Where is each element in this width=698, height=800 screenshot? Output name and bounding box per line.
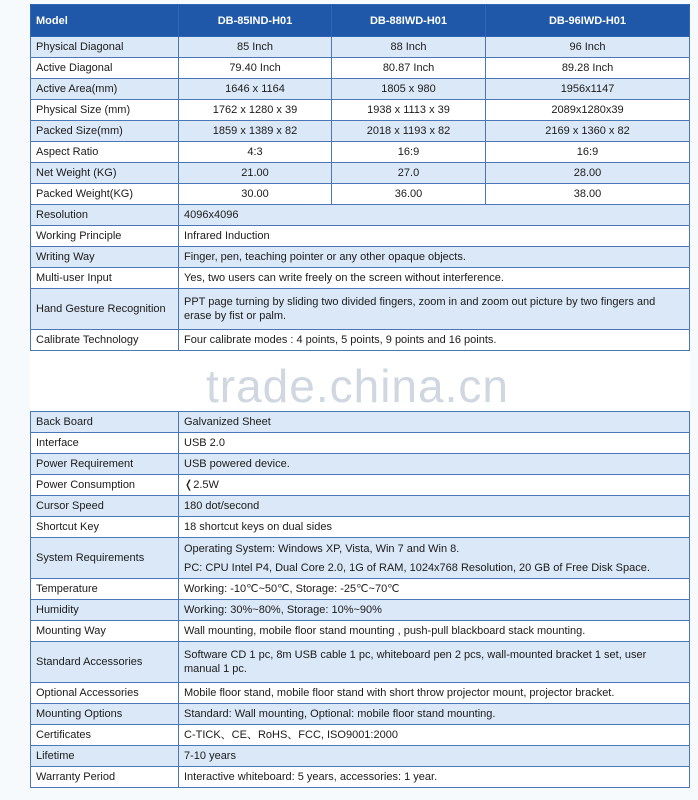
row-label: Shortcut Key [31,517,179,538]
row-value-model-2: 2018 x 1193 x 82 [332,121,486,142]
common-row [31,746,690,767]
row-label: Mounting Way [31,621,179,642]
row-value: 180 dot/second [179,496,690,517]
row-value: Yes, two users can write freely on the screen without interference. [179,268,690,289]
row-value-model-3: 38.00 [486,184,690,205]
row-value: 7-10 years [179,746,690,767]
row-value: Working: 30%~80%, Storage: 10%~90% [179,600,690,621]
row-value: Wall mounting, mobile floor stand mounting , push-pull blackboard stack mounting. [179,621,690,642]
row-value: 18 shortcut keys on dual sides [179,517,690,538]
row-label: Physical Diagonal [31,37,179,58]
row-label: Active Area(mm) [31,79,179,100]
header-model-2: DB-88IWD-H01 [332,5,486,37]
spec-row [31,37,690,58]
row-value-line: Operating System: Windows XP, Vista, Win 7 and Win 8. [184,542,460,555]
spec-row [31,163,690,184]
header-model: Model [31,5,179,37]
common-row [31,454,690,475]
row-label: Certificates [31,725,179,746]
row-label: Packed Weight(KG) [31,184,179,205]
common-row [31,600,690,621]
spec-row [31,184,690,205]
common-row [31,725,690,746]
row-label: Power Consumption [31,475,179,496]
common-row [31,767,690,788]
row-label: Physical Size (mm) [31,100,179,121]
spec-row [31,58,690,79]
row-value: Standard: Wall mounting, Optional: mobile floor stand mounting. [179,704,690,725]
common-row [31,496,690,517]
spec-row [31,100,690,121]
row-value: Working: -10℃~50℃, Storage: -25℃~70℃ [179,579,690,600]
row-label: Hand Gesture Recognition [31,289,179,330]
common-row [31,517,690,538]
blank-band [31,351,690,412]
row-value-model-1: 79.40 Inch [179,58,332,79]
header-model-3: DB-96IWD-H01 [486,5,690,37]
row-label: Warranty Period [31,767,179,788]
row-label: Multi-user Input [31,268,179,289]
common-row [31,579,690,600]
row-label: Back Board [31,412,179,433]
row-value-model-2: 1938 x 1113 x 39 [332,100,486,121]
common-row [31,330,690,351]
row-value-model-3: 16:9 [486,142,690,163]
row-label: Net Weight (KG) [31,163,179,184]
header-row [31,5,690,37]
row-value: Galvanized Sheet [179,412,690,433]
common-row [31,475,690,496]
row-value: 4096x4096 [179,205,690,226]
row-value: C-TICK、CE、RoHS、FCC, ISO9001:2000 [179,725,690,746]
row-value-model-1: 21.00 [179,163,332,184]
row-value: Interactive whiteboard: 5 years, accessories: 1 year. [179,767,690,788]
row-label: Power Requirement [31,454,179,475]
blank-band-cell [31,351,690,412]
row-value [179,538,690,579]
spec-table [30,4,690,788]
row-label: Lifetime [31,746,179,767]
row-value: ❬2.5W [179,475,690,496]
row-value-model-1: 30.00 [179,184,332,205]
row-value-model-3: 28.00 [486,163,690,184]
row-label: Packed Size(mm) [31,121,179,142]
row-value-model-2: 27.0 [332,163,486,184]
row-label: Resolution [31,205,179,226]
header-model-1: DB-85IND-H01 [179,5,332,37]
row-label: Calibrate Technology [31,330,179,351]
common-row [31,538,690,579]
row-label: Temperature [31,579,179,600]
common-row [31,226,690,247]
row-value: Finger, pen, teaching pointer or any other opaque objects. [179,247,690,268]
row-label: Active Diagonal [31,58,179,79]
row-label: Optional Accessories [31,683,179,704]
row-value-model-3: 2169 x 1360 x 82 [486,121,690,142]
row-value-line: PC: CPU Intel P4, Dual Core 2.0, 1G of RAM, 1024x768 Resolution, 20 GB of Free Disk Space. [184,561,650,574]
row-label: Standard Accessories [31,642,179,683]
row-value-model-1: 4:3 [179,142,332,163]
row-value-model-2: 16:9 [332,142,486,163]
row-value-model-3: 89.28 Inch [486,58,690,79]
spec-row [31,142,690,163]
spec-row [31,121,690,142]
row-label: Humidity [31,600,179,621]
common-row [31,247,690,268]
row-value: Four calibrate modes : 4 points, 5 points, 9 points and 16 points. [179,330,690,351]
common-row [31,433,690,454]
common-row [31,683,690,704]
row-label: Cursor Speed [31,496,179,517]
row-value-model-2: 1805 x 980 [332,79,486,100]
row-value-model-2: 80.87 Inch [332,58,486,79]
row-label: Writing Way [31,247,179,268]
row-label: Aspect Ratio [31,142,179,163]
row-value: USB powered device. [179,454,690,475]
row-value: PPT page turning by sliding two divided fingers, zoom in and zoom out picture by two fingers and erase by fist or palm. [179,289,690,330]
row-value-model-1: 1646 x 1164 [179,79,332,100]
row-value-model-1: 1762 x 1280 x 39 [179,100,332,121]
row-value-model-2: 88 Inch [332,37,486,58]
row-label: Working Principle [31,226,179,247]
row-label: Mounting Options [31,704,179,725]
row-value-model-2: 36.00 [332,184,486,205]
row-value-model-3: 1956x1147 [486,79,690,100]
watermark: trade.china.cn [206,360,509,412]
row-value-model-1: 85 Inch [179,37,332,58]
spec-row [31,79,690,100]
row-label: System Requirements [31,538,179,579]
row-value: Software CD 1 pc, 8m USB cable 1 pc, whiteboard pen 2 pcs, wall-mounted bracket 1 set, user manual 1 pc. [179,642,690,683]
row-value: Infrared Induction [179,226,690,247]
common-row [31,621,690,642]
common-row [31,642,690,683]
row-value-model-1: 1859 x 1389 x 82 [179,121,332,142]
row-label: Interface [31,433,179,454]
common-row [31,205,690,226]
row-value-model-3: 2089x1280x39 [486,100,690,121]
row-value-model-3: 96 Inch [486,37,690,58]
common-row [31,289,690,330]
spec-sheet [30,4,689,788]
row-value: USB 2.0 [179,433,690,454]
row-value: Mobile floor stand, mobile floor stand with short throw projector mount, projector bracket. [179,683,690,704]
common-row [31,704,690,725]
common-row [31,268,690,289]
common-row [31,412,690,433]
